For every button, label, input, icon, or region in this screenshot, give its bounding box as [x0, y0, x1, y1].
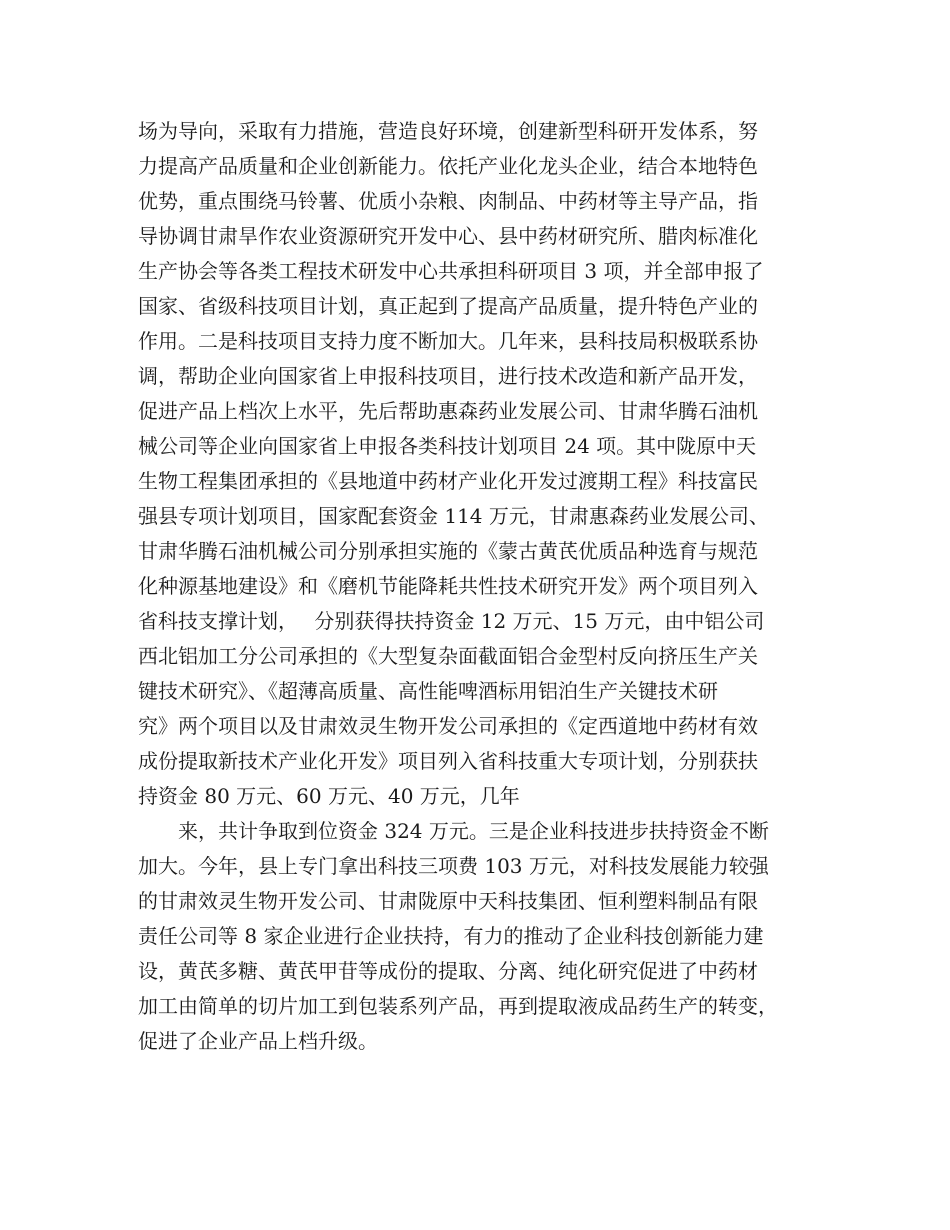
- text-line: 加工由简单的切片加工到包装系列产品，再到提取液成品药生产的转变，: [138, 994, 778, 1018]
- text-line: 械公司等企业向国家省上申报各类科技计划项目 24 项。其中陇原中天: [138, 434, 757, 458]
- body-text: [138, 114, 828, 1059]
- text-line: 导协调甘肃旱作农业资源研究开发中心、县中药材研究所、腊肉标准化: [138, 224, 758, 248]
- text-line: 优势，重点围绕马铃薯、优质小杂粮、肉制品、中药材等主导产品，指: [138, 189, 758, 213]
- text-line: 场为导向，采取有力措施，营造良好环境，创建新型科研开发体系，努: [138, 119, 758, 143]
- text-line: 的甘肃效灵生物开发公司、甘肃陇原中天科技集团、恒利塑料制品有限: [138, 889, 758, 913]
- text-line: 省科技支撑计划， 分别获得扶持资金 12 万元、15 万元，由中铝公司: [138, 609, 765, 633]
- text-line: 西北铝加工分公司承担的《大型复杂面截面铝合金型村反向挤压生产关: [138, 644, 758, 668]
- text-line: 作用。二是科技项目支持力度不断加大。几年来，县科技局积极联系协: [138, 329, 758, 353]
- text-line: 国家、省级科技项目计划，真正起到了提高产品质量，提升特色产业的: [138, 294, 758, 318]
- text-line: 调，帮助企业向国家省上申报科技项目，进行技术改造和新产品开发，: [138, 364, 758, 388]
- text-line: 化种源基地建设》和《磨机节能降耗共性技术研究开发》两个项目列入: [138, 574, 758, 598]
- text-line: 强县专项计划项目，国家配套资金 114 万元，甘肃惠森药业发展公司、: [138, 504, 769, 528]
- text-line: 加大。今年，县上专门拿出科技三项费 103 万元，对科技发展能力较强: [138, 854, 769, 878]
- text-line: 持资金 80 万元、60 万元、40 万元，几年: [138, 784, 520, 808]
- text-line: 设，黄芪多糖、黄芪甲苷等成份的提取、分离、纯化研究促进了中药材: [138, 959, 758, 983]
- text-line: 究》两个项目以及甘肃效灵生物开发公司承担的《定西道地中药材有效: [138, 714, 758, 738]
- text-line: 促进了企业产品上档升级。: [138, 1029, 378, 1053]
- text-line: 成份提取新技术产业化开发》项目列入省科技重大专项计划，分别获扶: [138, 749, 758, 773]
- text-line: 生物工程集团承担的《县地道中药材产业化开发过渡期工程》科技富民: [138, 469, 758, 493]
- paragraph-first-line: 来，共计争取到位资金 324 万元。三是企业科技进步扶持资金不断: [178, 819, 769, 843]
- text-line: 促进产品上档次上水平，先后帮助惠森药业发展公司、甘肃华腾石油机: [138, 399, 758, 423]
- text-line: 生产协会等各类工程技术研发中心共承担科研项目 3 项，并全部申报了: [138, 259, 764, 283]
- text-line: 责任公司等 8 家企业进行企业扶持，有力的推动了企业科技创新能力建: [138, 924, 764, 948]
- text-line: 力提高产品质量和企业创新能力。依托产业化龙头企业，结合本地特色: [138, 154, 758, 178]
- text-line: 甘肃华腾石油机械公司分别承担实施的《蒙古黄芪优质品种选育与规范: [138, 539, 758, 563]
- text-line: 键技术研究》、《超薄高质量、高性能啤酒标用铝泊生产关键技术研: [138, 679, 718, 703]
